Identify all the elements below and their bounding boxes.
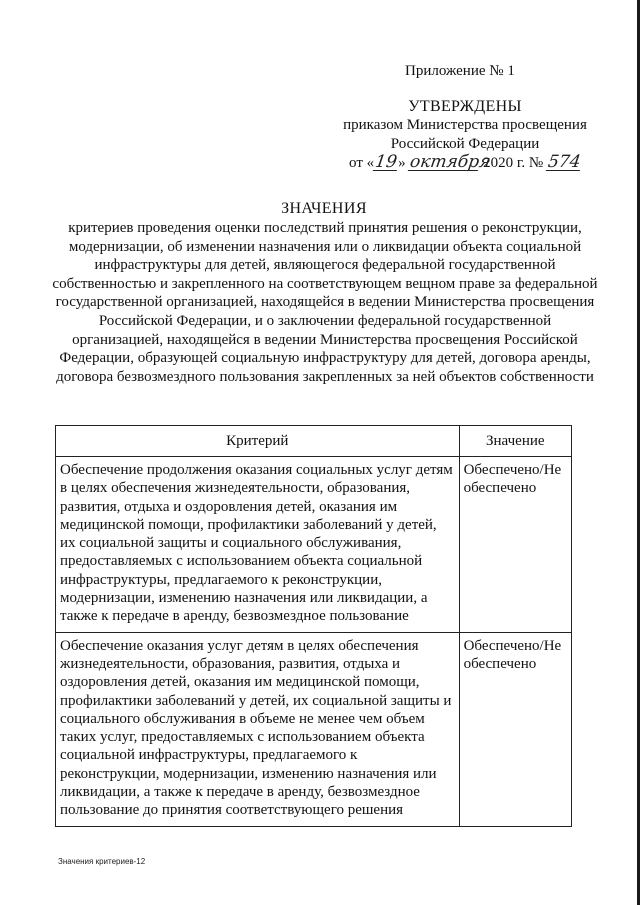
approval-line-2: Российской Федерации [390,136,540,152]
appendix-label: Приложение № 1 [405,63,515,79]
page-footer: Значения критериев-12 [58,857,146,866]
cell-criterion: Обеспечение оказания услуг детям в целях обеспечения жизнедеятельности, образования, развития, отдыха и оздоровления детей, оказания им медицинской помощи, профилактики заболеваний у детей, их социальной защиты и социального обслуживания в объеме не менее чем объем таких услуг, предоставляемых с использованием объекта социальной инфраструктуры, предлагаемого к реконструкции, модернизации, изменению назначения или ликвидации, а также к передаче в аренду, безвозмездное пользование до принятия соответствующего решения [56,632,460,826]
date-year: 2020 г. № [483,155,544,171]
approval-block [330,97,600,173]
approval-line-1: приказом Министерства просвещения [343,117,587,133]
table-row [56,632,572,826]
approval-title: УТВЕРЖДЕНЫ [408,98,522,115]
cell-criterion: Обеспечение продолжения оказания социальных услуг детям в целях обеспечения жизнедеятельности, образования, развития, отдыха и оздоровления детей, оказания им медицинской помощи, профилактики заболеваний у детей, их социальной защиты и социального обслуживания, предоставляемых с использованием объекта социальной инфраструктуры, предлагаемого к реконструкции, модернизации, изменению назначения или ликвидации, а также к передаче в аренду, безвозмездное пользование [56,457,460,633]
handwritten-month: октября [409,152,493,172]
approval-date-line [330,154,600,173]
document-title: ЗНАЧЕНИЯ [281,200,367,217]
header-criterion: Критерий [56,426,460,457]
cell-value: Обеспечено/Не обеспечено [459,457,571,633]
document-subtitle: критериев проведения оценки последствий принятия решения о реконструкции, модернизации, об изменении назначения или о ликвидации объекта социальной инфраструктуры для детей, являющегося федеральной государственной собственностью и закрепленного на соответствующем вещном праве за федеральной государственной организацией, находящейся в ведении Министерства просвещения Российской Федерации, и о заключении федеральной государственной организацией, находящейся в ведении Министерства просвещения Российской Федерации, образующей социальную инфраструктуру для детей, договора аренды, договора безвозмездного пользования закрепленных за ней объектов собственности [52,220,598,385]
handwritten-day: 19 [373,152,399,172]
cell-value: Обеспечено/Не обеспечено [459,632,571,826]
handwritten-order-number: 574 [546,152,582,172]
criteria-table [55,425,572,827]
date-prefix: от « [349,155,375,171]
header-value: Значение [459,426,571,457]
table-header-row [56,426,572,457]
table-row [56,457,572,633]
date-mid: » [398,155,406,171]
